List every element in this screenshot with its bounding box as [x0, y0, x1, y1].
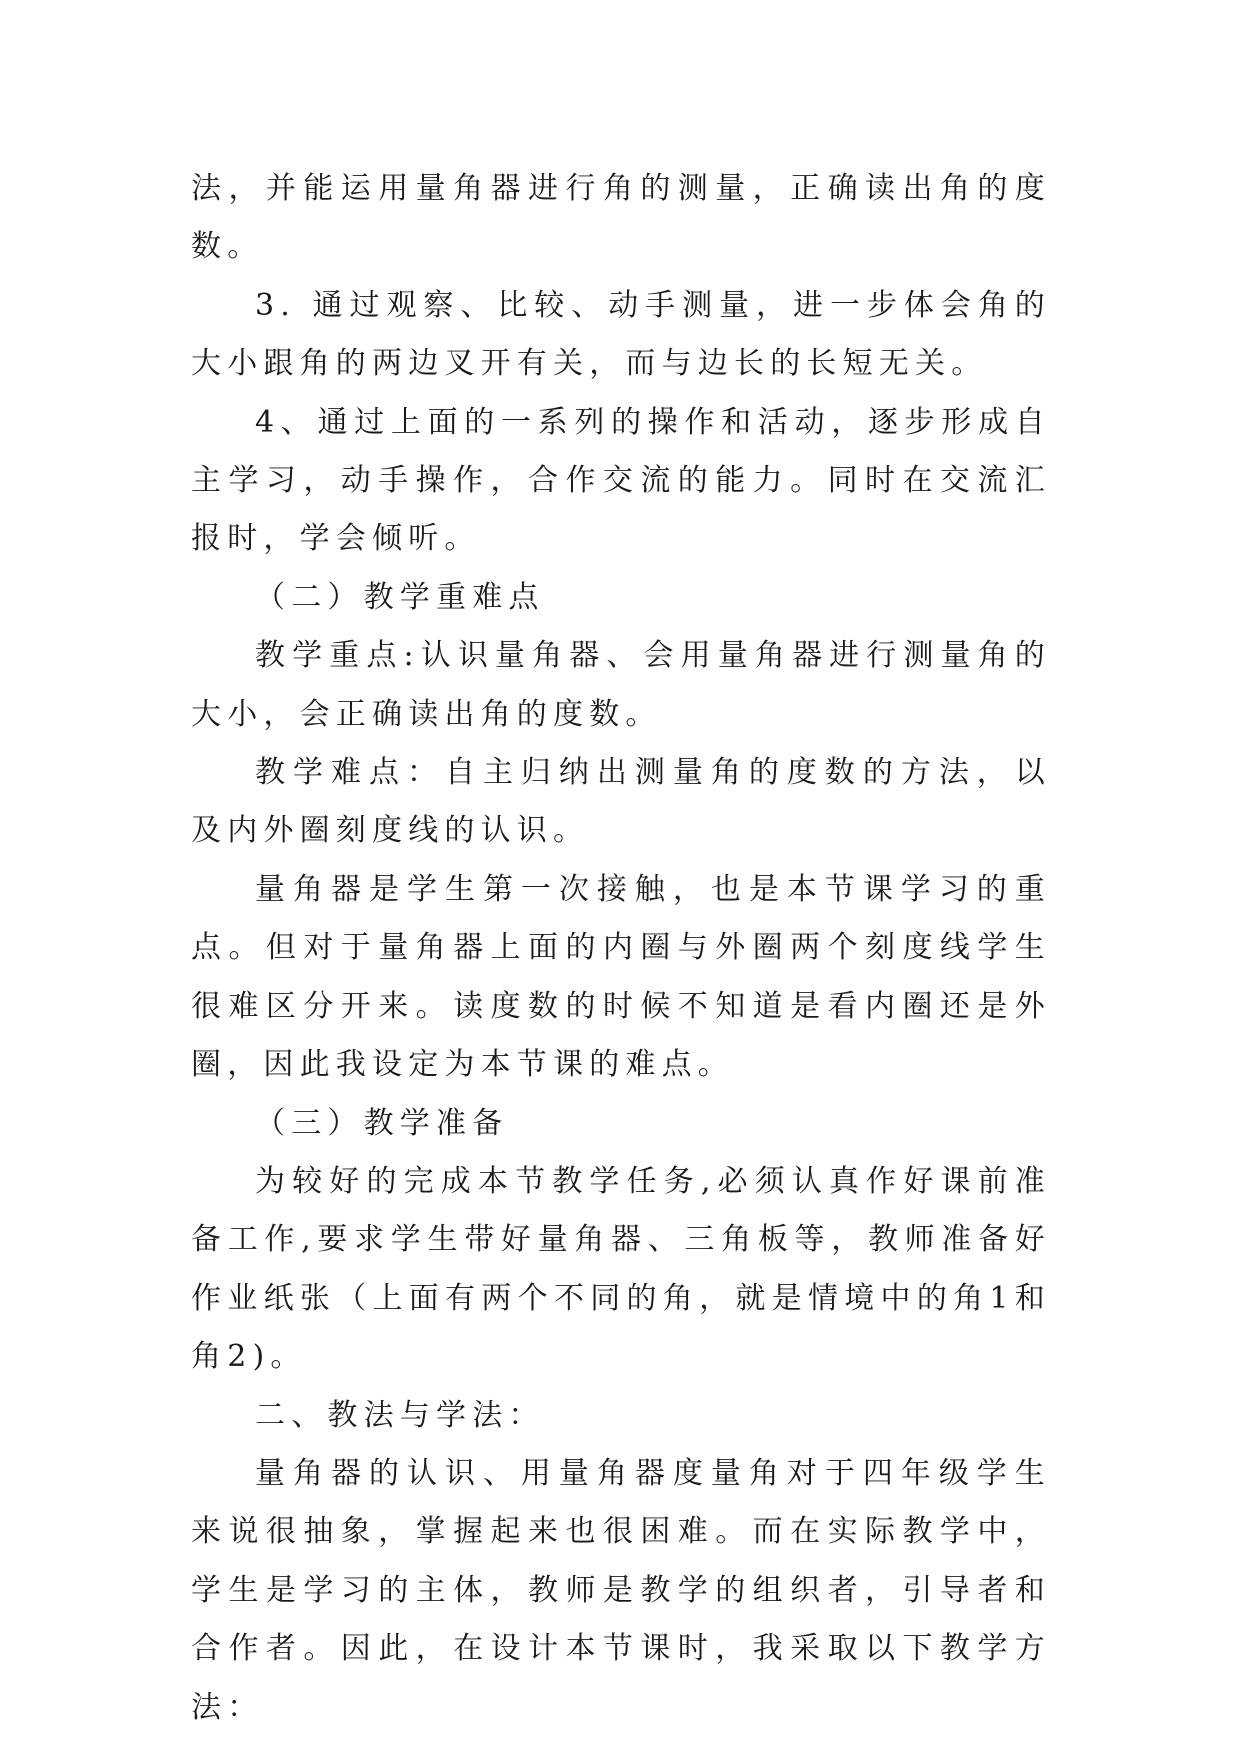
paragraph-methods: 量角器的认识、用量角器度量角对于四年级学生来说很抽象，掌握起来也很困难。而在实际教学中，学生是学习的主体，教师是教学的组织者，引导者和合作者。因此，在设计本节课时，我采取以下教学方法： — [191, 1455, 1051, 1725]
paragraph-difficult-point: 教学难点：自主归纳出测量角的度数的方法，以及内外圈刻度线的认识。 — [191, 755, 1051, 849]
document-body — [191, 160, 1051, 1737]
paragraph-protractor: 量角器是学生第一次接触，也是本节课学习的重点。但对于量角器上面的内圈与外圈两个刻度线学生很难区分开来。读度数的时候不知道是看内圈还是外圈，因此我设定为本节课的难点。 — [191, 871, 1051, 1083]
section-heading-key-points: （二）教学重难点 — [255, 579, 545, 615]
paragraph-goal-4: 4、通过上面的一系列的操作和活动，逐步形成自主学习，动手操作，合作交流的能力。同时在交流汇报时，学会倾听。 — [191, 404, 1051, 557]
section-heading-preparation: （三）教学准备 — [255, 1105, 509, 1141]
paragraph-preparation: 为较好的完成本节教学任务,必须认真作好课前准备工作,要求学生带好量角器、三角板等，教师准备好作业纸张（上面有两个不同的角，就是情境中的角1和角2)。 — [191, 1163, 1051, 1375]
paragraph-key-point: 教学重点:认识量角器、会用量角器进行测量角的大小，会正确读出角的度数。 — [191, 638, 1051, 732]
paragraph-continuation: 法，并能运用量角器进行角的测量，正确读出角的度数。 — [191, 171, 1051, 265]
section-heading-methods: 二、教法与学法： — [255, 1397, 545, 1433]
paragraph-goal-3: 3. 通过观察、比较、动手测量，进一步体会角的大小跟角的两边叉开有关，而与边长的长短无关。 — [191, 287, 1051, 382]
